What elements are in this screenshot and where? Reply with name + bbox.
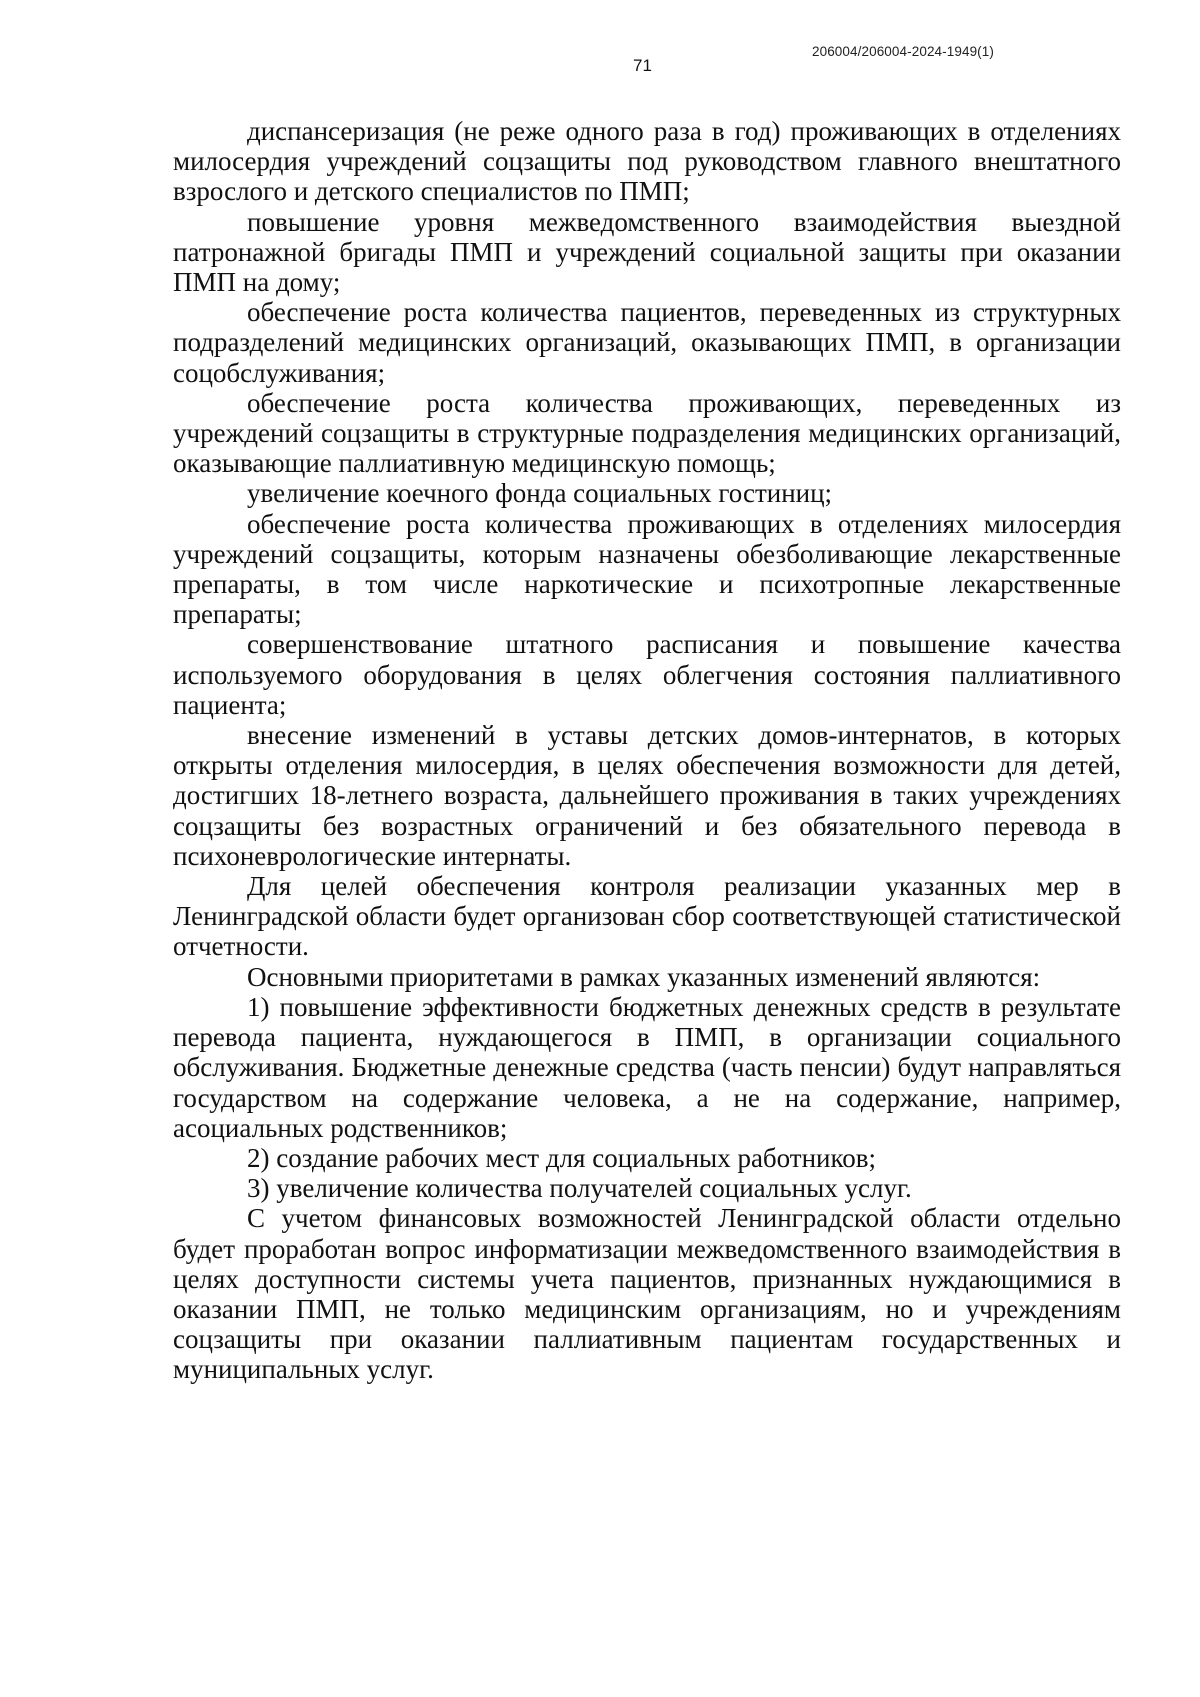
paragraph: повышение уровня межведомственного взаимодействия выездной патронажной бригады ПМП и учреждений социальной защиты при оказании ПМП на дому; [173, 206, 1121, 298]
paragraph: Основными приоритетами в рамках указанных изменений являются: [247, 961, 1041, 992]
paragraph: диспансеризация (не реже одного раза в год) проживающих в отделениях милосердия учреждений соцзащиты под руководством главного внештатного взрослого и детского специалистов по ПМП; [173, 116, 1121, 207]
paragraph: обеспечение роста количества пациентов, переведенных из структурных подразделений медицинских организаций, оказывающих ПМП, в организации соцобслуживания; [173, 297, 1121, 388]
list-item-1: 1) повышение эффективности бюджетных денежных средств в результате перевода пациента, нуждающегося в ПМП, в организации социального обслуживания. Бюджетные денежные средства (часть пенсии) будут направляться государством на содержание человека, а не на содержание, например, асоциальных родственников; [173, 991, 1121, 1143]
paragraph: С учетом финансовых возможностей Ленинградской области отдельно будет проработан вопрос информатизации межведомственного взаимодействия в целях доступности системы учета пациентов, признанных нуждающимися в оказании ПМП, не только медицинским организациям, но и учреждениям соцзащиты при оказании паллиативным пациентам государственных и муниципальных услуг. [173, 1203, 1121, 1385]
paragraph: совершенствование штатного расписания и повышение качества используемого оборудования в целях облегчения состояния паллиативного пациента; [173, 629, 1121, 720]
paragraph: обеспечение роста количества проживающих в отделениях милосердия учреждений соцзащиты, которым назначены обезболивающие лекарственные препараты, в том числе наркотические и психотропные лекарственные препараты; [173, 508, 1121, 630]
document-body [173, 116, 1121, 1385]
paragraph: обеспечение роста количества проживающих, переведенных из учреждений соцзащиты в структурные подразделения медицинских организаций, оказывающие паллиативную медицинскую помощь; [173, 387, 1121, 479]
paragraph: внесение изменений в уставы детских домов-интернатов, в которых открыты отделения милосердия, в целях обеспечения возможности для детей, достигших 18-летнего возраста, дальнейшего проживания в таких учреждениях соцзащиты без возрастных ограничений и без обязательного перевода в психоневрологические интернаты. [173, 720, 1121, 871]
paragraph: Для целей обеспечения контроля реализации указанных мер в Ленинградской области будет организован сбор соответствующей статистической отчетности. [173, 871, 1121, 962]
document-id: 206004/206004-2024-1949(1) [811, 44, 994, 59]
page-number: 71 [633, 56, 652, 75]
paragraph: увеличение коечного фонда социальных гостиниц; [247, 478, 833, 509]
list-item-3: 3) увеличение количества получателей социальных услуг. [247, 1173, 912, 1204]
list-item-2: 2) создание рабочих мест для социальных работников; [247, 1142, 877, 1173]
